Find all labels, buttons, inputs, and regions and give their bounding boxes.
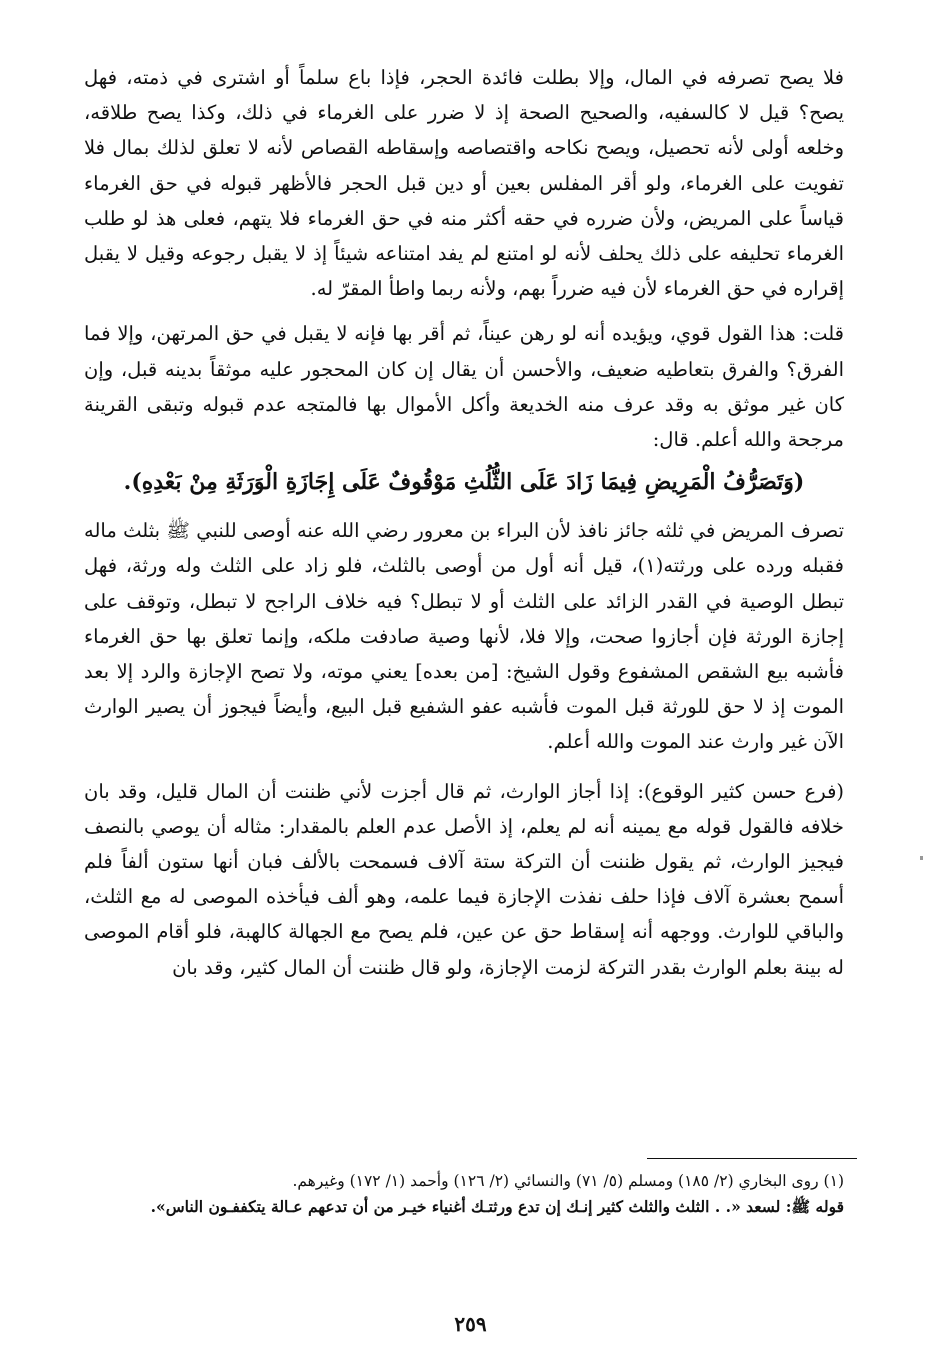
page-body bbox=[84, 60, 844, 985]
scan-speck bbox=[920, 856, 923, 860]
paragraph-4: (فرع حسن كثير الوقوع): إذا أجاز الوارث، ثم قال أجزت لأني ظننت أن المال قليل، وقد بان خلافه فالقول قوله مع يمينه أنه لم يعلم، إذ الأصل عدم العلم بالمقدار: مثاله أن يوصي بالنصف فيجيز الوارث، ثم يقول ظننت أن التركة ستة آلاف فسمحت بالألف فبان أنها ستون ألفاً فلم أسمح بعشرة آلاف فإذا حلف نفذت الإجازة فيما علمه، وهو ألف فيأخذه الموصى له مع الثلث، والباقي للوارث. ووجهه أنه إسقاط حق عن عين، فلم يصح مع الجهالة كالهبة، فلو أقام الموصى له بينة بعلم الوارث بقدر التركة لزمت الإجازة، ولو قال ظننت أن المال كثير، وقد بان bbox=[84, 779, 844, 979]
footnote-quote-intro: قوله ﷺ: لسعد «. . bbox=[714, 1197, 844, 1216]
footnote-1: (١) روى البخاري (٢/ ١٨٥) ومسلم (٥/ ٧١) والنسائي (٢/ ١٢٦) وأحمد (١/ ١٧٢) وغيرهم. bbox=[292, 1172, 844, 1190]
footnote-quote bbox=[84, 1194, 844, 1220]
footnote-separator bbox=[647, 1158, 857, 1159]
paragraph-3: تصرف المريض في ثلثه جائز نافذ لأن البراء بن معرور رضي الله عنه أوصى للنبي ﷺ بثلث ماله فقبله ورده على ورثته(١)، قيل أنه أول من أوصى بالثلث، فلو زاد على الثلث وله ورثة، فهل تبطل الوصية في القدر الزائد على الثلث أو لا تبطل؟ فيه خلاف الراجح لا تبطل، وتوقف على إجازة الورثة فإن أجازوا صحت، وإلا فلا، لأنها وصية صادفت ملكه، وإنما تعلق بها حق الغرماء فأشبه بيع الشقص المشفوع وقول الشيخ: [من بعده] يعني موته، ولا تصح الإجازة والرد إلا بعد الموت إذ لا حق للورثة قبل الموت فأشبه عفو الشفيع قبل البيع، وأيضاً فيجوز أن يصير الوارث الآن غير وارث عند الموت والله أعلم. bbox=[84, 519, 844, 754]
footnotes bbox=[84, 1168, 844, 1220]
page-number: ٢٥٩ bbox=[454, 1312, 487, 1336]
matn-verse: (وَتَصَرُّفُ الْمَرِيضِ فِيمَا زَادَ عَلَى الثُّلُثِ مَوْقُوفٌ عَلَى إِجَازَةِ الْوَرَثَةِ مِنْ بَعْدِهِ). bbox=[123, 469, 805, 496]
footnote-quote-text: الثلث والثلث كثير إنـك إن تدع ورثتـك أغنياء خيـر من أن تدعهم عـالة يتكففـون الناس». bbox=[150, 1197, 710, 1216]
paragraph-2: قلت: هذا القول قوي، ويؤيده أنه لو رهن عيناً، ثم أقر بها فإنه لا يقبل في حق المرتهن، وإلا فما الفرق؟ والفرق بتعاطيه ضعيف، والأحسن أن يقال إن كان المحجور عليه موثقاً بدينه قبل، وإن كان غير موثق به وقد عرف منه الخديعة وأكل الأموال بها فالمتجه عدم قبوله وتبقى القرينة مرجحة والله أعلم. قال: bbox=[84, 322, 844, 452]
paragraph-1: فلا يصح تصرفه في المال، وإلا بطلت فائدة الحجر، فإذا باع سلماً أو اشترى في ذمته، فهل يصح؟ قيل لا كالسفيه، والصحيح الصحة إذ لا ضرر على الغرماء في ذلك، وكذا يصح طلاقه، وخلعه أولى لأنه تحصيل، ويصح نكاحه واقتصاصه وإسقاطه القصاص لأنه لا تعلق لذلك بمال فلا تفويت على الغرماء، ولو أقر المفلس بعين أو دين قبل الحجر فالأظهر قبوله في حق الغرماء قياساً على المريض، ولأن ضرره في حقه أكثر منه في حق الغرماء فلا يتهم، فعلى هذ لو طلب الغرماء تحليفه على ذلك يحلف لأنه لو امتنع لم يفد امتناعه شيئاً إذ لا يقبل رجوعه وقيل لا يقبل إقراره في حق الغرماء لأن فيه ضرراً بهم، ولأنه ربما واطأ المقرّ له. bbox=[84, 66, 844, 301]
